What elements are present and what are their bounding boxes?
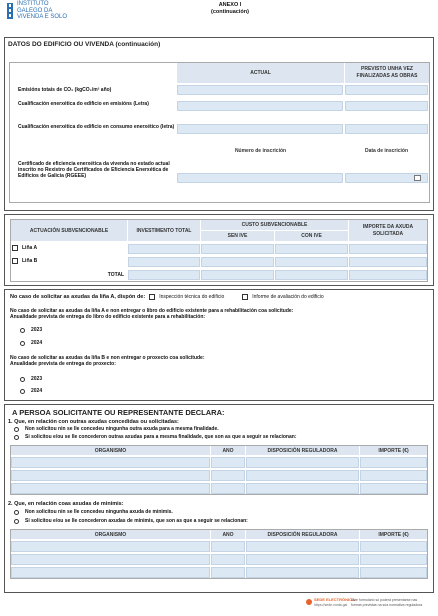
linea-b-2023-radio[interactable] [20,377,25,382]
linea-a-con-ive-input[interactable] [275,244,348,254]
col-importe-axuda: IMPORTE DA AXUDA SOLICITADA [349,220,427,241]
inspeccion-checkbox[interactable] [149,294,155,300]
footer-note1: Este formulario só poderá presentarse nas [351,598,418,602]
col-inscricion: Número de inscrición [234,148,287,154]
linea-b-2024-label: 2024 [31,388,43,394]
q2-opt1-radio[interactable] [14,510,19,515]
minimis-importe-input-2[interactable] [360,554,427,565]
col-sen-ive: SEN IVE [201,231,274,241]
informe-label: Informe de avaliación do edificio [252,294,324,300]
linea-b-investimento-input[interactable] [128,257,200,267]
minimis-disposicion-input-1[interactable] [246,541,359,552]
cualif-emisions-actual-input[interactable] [177,101,343,111]
q1-opt2-radio[interactable] [14,435,19,440]
minimis-ano-input-3[interactable] [211,567,245,578]
q1-opt2-row [14,434,296,440]
footer-note [351,598,436,607]
axudas-ano-input-3[interactable] [211,483,245,494]
col-custo: CUSTO SUBVENCIONABLE [201,220,348,230]
label-emisions: Emisións totais de CO₂ (kgCO₂/m² año) [18,87,112,93]
q2-opt1-label: Non solicitou nin se lle concedeu ningunha axuda de minimis. [25,509,173,515]
minimis-col-ano: ANO [211,530,245,539]
col-data-inscricion: Data de inscrición [364,148,409,154]
q2-opt1-row [14,509,173,515]
linea-b-checkbox[interactable] [12,258,18,264]
minimis-importe-input-1[interactable] [360,541,427,552]
minimis-ano-input-1[interactable] [211,541,245,552]
cualif-emisions-previsto-input[interactable] [345,101,428,111]
axudas-disposicion-input-3[interactable] [246,483,359,494]
footer-brand: SEDE ELECTRÓNICA [314,597,355,602]
linea-a-2023-row [20,327,42,333]
minimis-col-importe: IMPORTE (€) [360,530,427,539]
axudas-importe-input-1[interactable] [360,457,427,468]
col-actuacion: ACTUACIÓN SUBVENCIONABLE [11,220,127,241]
linea-a-para2: Anualidade prevista de entrega do libro do edificio existente para a rehabilitación: [10,314,206,320]
q1-label: 1. Que, en relación con outras axudas concedidas ou solicitadas: [8,419,179,425]
minimis-col-organismo: ORGANISMO [11,530,210,539]
section-linea-options [4,289,434,401]
row-linea-a [12,245,37,251]
linea-b-con-ive-input[interactable] [275,257,348,267]
q1-opt1-radio[interactable] [14,427,19,432]
footer-url[interactable]: https://sede.xunta.gal [314,603,348,607]
calendar-icon[interactable] [414,175,421,181]
axudas-col-ano: ANO [211,446,245,455]
total-label: TOTAL [107,272,124,278]
linea-b-2024-row [20,388,42,394]
org-name [17,1,67,21]
linea-b-para2: Anualidade prevista de entrega do proxecto: [10,361,116,367]
q1-opt1-row [14,426,219,432]
minimis-organismo-input-2[interactable] [11,554,210,565]
minimis-col-disposicion: DISPOSICIÓN REGULADORA [246,530,359,539]
linea-a-2024-label: 2024 [31,340,43,346]
label-certificado: Certificado de eficiencia enerxética da vivenda no estado actual inscrito no Rexistro de Certificados de Eficiencia Enerxética de Edificios de Galicia (RGEEE) [18,161,170,179]
axudas-col-organismo: ORGANISMO [11,446,210,455]
xunta-logo-icon [6,1,14,21]
linea-a-2024-radio[interactable] [20,341,25,346]
linea-b-2023-row [20,376,42,382]
axudas-organismo-input-3[interactable] [11,483,210,494]
axudas-col-disposicion: DISPOSICIÓN REGULADORA [246,446,359,455]
footer-note2: formas previstas na súa normativa reguladora [351,602,423,607]
minimis-ano-input-2[interactable] [211,554,245,565]
q2-opt2-radio[interactable] [14,519,19,524]
linea-a-investimento-input[interactable] [128,244,200,254]
col-previsto: PREVISTO UNHA VEZ FINALIZADAS AS OBRAS [345,63,429,83]
col-investimento: INVESTIMENTO TOTAL [128,220,200,241]
annex-sub: (continuación) [211,8,249,15]
q2-opt2-row [14,518,248,524]
minimis-disposicion-input-2[interactable] [246,554,359,565]
annex-label: ANEXO I [218,2,242,8]
linea-b-2024-radio[interactable] [20,389,25,394]
col-con-ive: CON IVE [275,231,348,241]
linea-b-label: Liña B [22,258,38,264]
linea-a-sen-ive-input[interactable] [201,244,274,254]
total-investimento-input[interactable] [128,270,200,280]
minimis-importe-input-3[interactable] [360,567,427,578]
section1-title: DATOS DO EDIFICIO OU VIVENDA (continuación) [8,41,161,48]
q2-opt2-label: Si solicitou e/ou se lle concederon axudas de minimis, que son as que a seguir se relacionan: [25,518,248,524]
linea-a-dispon-row [10,294,324,300]
total-importe-input[interactable] [349,270,427,280]
linea-a-label: Liña A [22,245,38,251]
logo [6,1,14,21]
inscricion-number-input[interactable] [177,173,343,183]
linea-a-2024-row [20,340,42,346]
axudas-disposicion-input-1[interactable] [246,457,359,468]
linea-a-checkbox[interactable] [12,245,18,251]
linea-b-importe-input[interactable] [349,257,427,267]
emisions-actual-input[interactable] [177,85,343,95]
q2-label: 2. Que, en relación coas axudas de minimis: [8,501,124,507]
linea-a-importe-input[interactable] [349,244,427,254]
org-line2: GALEGO DA [17,7,53,14]
section2-title: A PERSOA SOLICITANTE OU REPRESENTANTE DECLARA: [12,408,225,417]
linea-a-2023-label: 2023 [31,327,43,333]
total-con-ive-input[interactable] [275,270,348,280]
org-line1: INSTITUTO [17,1,49,7]
linea-a-para1: No caso de solicitar as axudas da liña A e non entregar o libro do edificio existente para a rehabilitación coa solicitude: [10,308,294,314]
cualif-consumo-previsto-input[interactable] [345,124,428,134]
linea-a-question: No caso de solicitar as axudas da liña A, dispón de: [10,294,146,300]
row-linea-b [12,258,37,264]
org-line3: VIVENDA E SOLO [17,14,68,20]
total-sen-ive-input[interactable] [201,270,274,280]
label-cualif-consumo: Cualificación enerxética do edificio en consumo enerxético (letra) [18,124,175,130]
axudas-ano-input-1[interactable] [211,457,245,468]
linea-b-2023-label: 2023 [31,376,43,382]
linea-b-sen-ive-input[interactable] [201,257,274,267]
axudas-col-importe: IMPORTE (€) [360,446,427,455]
linea-a-2023-radio[interactable] [20,328,25,333]
sede-electronica-icon [306,599,312,605]
col-actual: ACTUAL [177,63,344,83]
axudas-organismo-input-2[interactable] [11,470,210,481]
cualif-consumo-actual-input[interactable] [177,124,343,134]
axudas-disposicion-input-2[interactable] [246,470,359,481]
annex-title [180,2,280,15]
axudas-ano-input-2[interactable] [211,470,245,481]
minimis-organismo-input-3[interactable] [11,567,210,578]
emisions-previsto-input[interactable] [345,85,428,95]
minimis-disposicion-input-3[interactable] [246,567,359,578]
label-cualif-emisions: Cualificación enerxética do edificio en emisións (Letra) [18,101,149,107]
inspeccion-label: Inspección técnica do edificio [159,294,225,300]
informe-checkbox[interactable] [242,294,248,300]
q1-opt2-label: Si solicitou e/ou se lle concederon outras axudas para a mesma finalidade, que son as que a seguir se relacionan: [25,434,297,440]
axudas-importe-input-2[interactable] [360,470,427,481]
linea-b-para1: No caso de solicitar as axudas da liña B e non entregar o proxecto coa solicitude: [10,355,205,361]
axudas-organismo-input-1[interactable] [11,457,210,468]
q1-opt1-label: Non solicitou nin se lle concedeu ningunha outra axuda para a mesma finalidade. [25,426,219,432]
axudas-importe-input-3[interactable] [360,483,427,494]
minimis-organismo-input-1[interactable] [11,541,210,552]
